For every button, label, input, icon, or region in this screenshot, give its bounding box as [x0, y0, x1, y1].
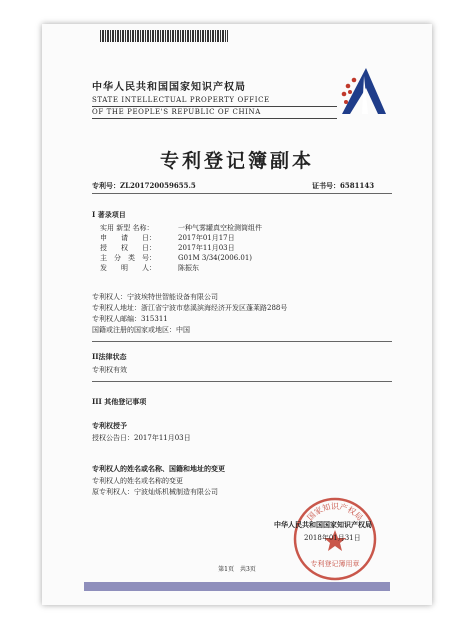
owner-line: 国籍或注册的国家或地区：中国: [92, 326, 190, 334]
legal-status-value: 专利权有效: [92, 366, 127, 374]
page-indicator: 第1页 共3页: [218, 566, 256, 573]
owner-block: [92, 292, 287, 336]
certificate-number-label: 证书号：: [312, 181, 340, 190]
issue-date: 2018年01月31日: [304, 534, 361, 542]
field-label: 授 权 日：: [100, 244, 156, 252]
field-value: 陈振东: [178, 264, 199, 272]
patent-number-value: ZL201720059655.5: [120, 181, 196, 190]
seal-top-text: 国家知识产权局: [305, 502, 365, 523]
grant-title: 专利权授予: [92, 421, 127, 430]
field-label: 发 明 人：: [100, 264, 156, 272]
issuer-name: 中华人民共和国国家知识产权局: [274, 520, 372, 529]
bibliographic-fields: [100, 223, 262, 273]
certificate-number: [312, 181, 374, 191]
field-value: G01M 3/34(2006.01): [178, 254, 253, 262]
owner-line: 专利权人地址：浙江省宁波市慈溪滨海经济开发区蓬莱路288号: [92, 304, 288, 312]
section-other-matters: III 其他登记事项: [92, 397, 147, 406]
divider: [92, 341, 392, 342]
patent-number: [92, 181, 196, 191]
seal-bottom-text: 专利登记簿用章: [310, 560, 360, 568]
field-row: [100, 263, 262, 273]
field-label: 申 请 日：: [100, 234, 156, 242]
field-value: 2017年11月03日: [178, 244, 235, 252]
office-name-en-2: OF THE PEOPLE'S REPUBLIC OF CHINA: [92, 108, 261, 116]
patent-number-label: 专利号：: [92, 181, 120, 190]
section-legal-status: II法律状态: [92, 352, 127, 361]
field-row: [100, 233, 262, 243]
divider: [92, 193, 392, 194]
certificate-number-value: 6581143: [340, 181, 375, 190]
field-label: 主 分 类 号：: [100, 254, 156, 262]
field-row: [100, 223, 262, 233]
grant-date: 授权公告日：2017年11月03日: [92, 434, 191, 442]
footer-bar: [84, 582, 390, 591]
field-row: [100, 253, 262, 263]
cnipa-logo-icon: [334, 64, 390, 120]
field-label: 实用 新型 名称：: [100, 224, 154, 232]
office-name-en-1: STATE INTELLECTUAL PROPERTY OFFICE: [92, 96, 270, 104]
change-line: 专利权人的姓名或名称的变更: [92, 477, 183, 485]
change-line: 原专利权人：宁波灿烁机械制造有限公司: [92, 488, 218, 496]
office-name-cn: 中华人民共和国国家知识产权局: [92, 82, 246, 93]
barcode: [100, 30, 228, 42]
owner-line: 专利权人邮编：315311: [92, 315, 168, 323]
owner-line: 专利权人：宁波埃特世智能设备有限公司: [92, 293, 218, 301]
divider: [92, 381, 392, 382]
change-block: [92, 476, 218, 498]
document-sheet: [42, 24, 432, 605]
section-bibliographic: I 著录项目: [92, 210, 126, 219]
page-title: 专利登记簿副本: [159, 150, 314, 172]
field-value: 2017年01月17日: [178, 234, 235, 242]
header-rule-1: [92, 106, 337, 107]
header-rule-2: [92, 118, 337, 119]
change-title: 专利权人的姓名或名称、国籍和地址的变更: [92, 464, 225, 473]
field-value: 一种气雾罐真空检测筒组件: [178, 224, 262, 232]
field-row: [100, 243, 262, 253]
